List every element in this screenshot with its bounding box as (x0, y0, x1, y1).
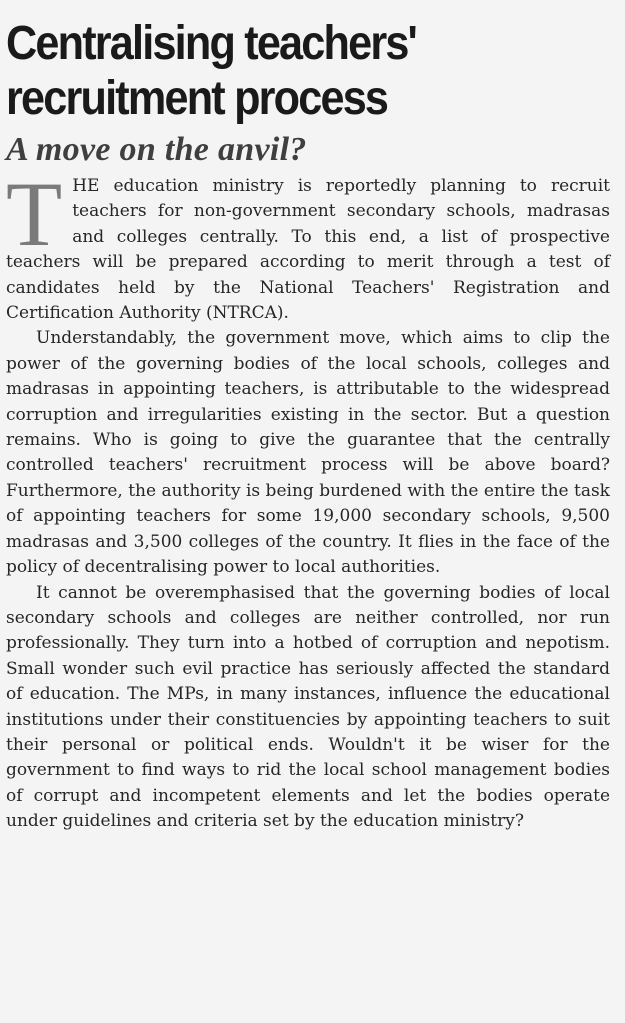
article-body (6, 163, 610, 835)
drop-cap: T (6, 163, 63, 265)
headline: Centralising teachers' recruitment process (6, 17, 417, 125)
paragraph-1 (6, 163, 610, 326)
paragraph-1-text: HE education ministry is reportedly planning to recruit teachers for non-government secondary schools, madrasas and colleges centrally. To this end, a list of prospective teachers will be prepared according to merit through a test of candidates held by the National Teachers' Registration and Certification Authority (NTRCA). (6, 176, 610, 324)
paragraph-2: Understandably, the government move, which aims to clip the power of the governing bodies of the local schools, colleges and madrasas in appointing teachers, is attributable to the widespread corruption and irregularities existing in the sector. But a question remains. Who is going to give the guarantee that the centrally controlled teachers' recruitment process will be above board? Furthermore, the authority is being burdened with the entire the task of appointing teachers for some 19,000 secondary schools, 9,500 madrasas and 3,500 colleges of the country. It flies in the face of the policy of decentralising power to local authorities. (6, 328, 610, 578)
paragraph-3: It cannot be overemphasised that the governing bodies of local secondary schools and colleges are neither controlled, nor run professionally. They turn into a hotbed of corruption and nepotism. Small wonder such evil practice has seriously affected the standard of education. The MPs, in many instances, influence the educational institutions under their constituencies by appointing teachers to suit their personal or political ends. Wouldn't it be wiser for the government to find ways to rid the local school management bodies of corrupt and incompetent elements and let the bodies operate under guidelines and criteria set by the education ministry? (6, 582, 610, 832)
subheadline: A move on the anvil? (6, 131, 307, 168)
